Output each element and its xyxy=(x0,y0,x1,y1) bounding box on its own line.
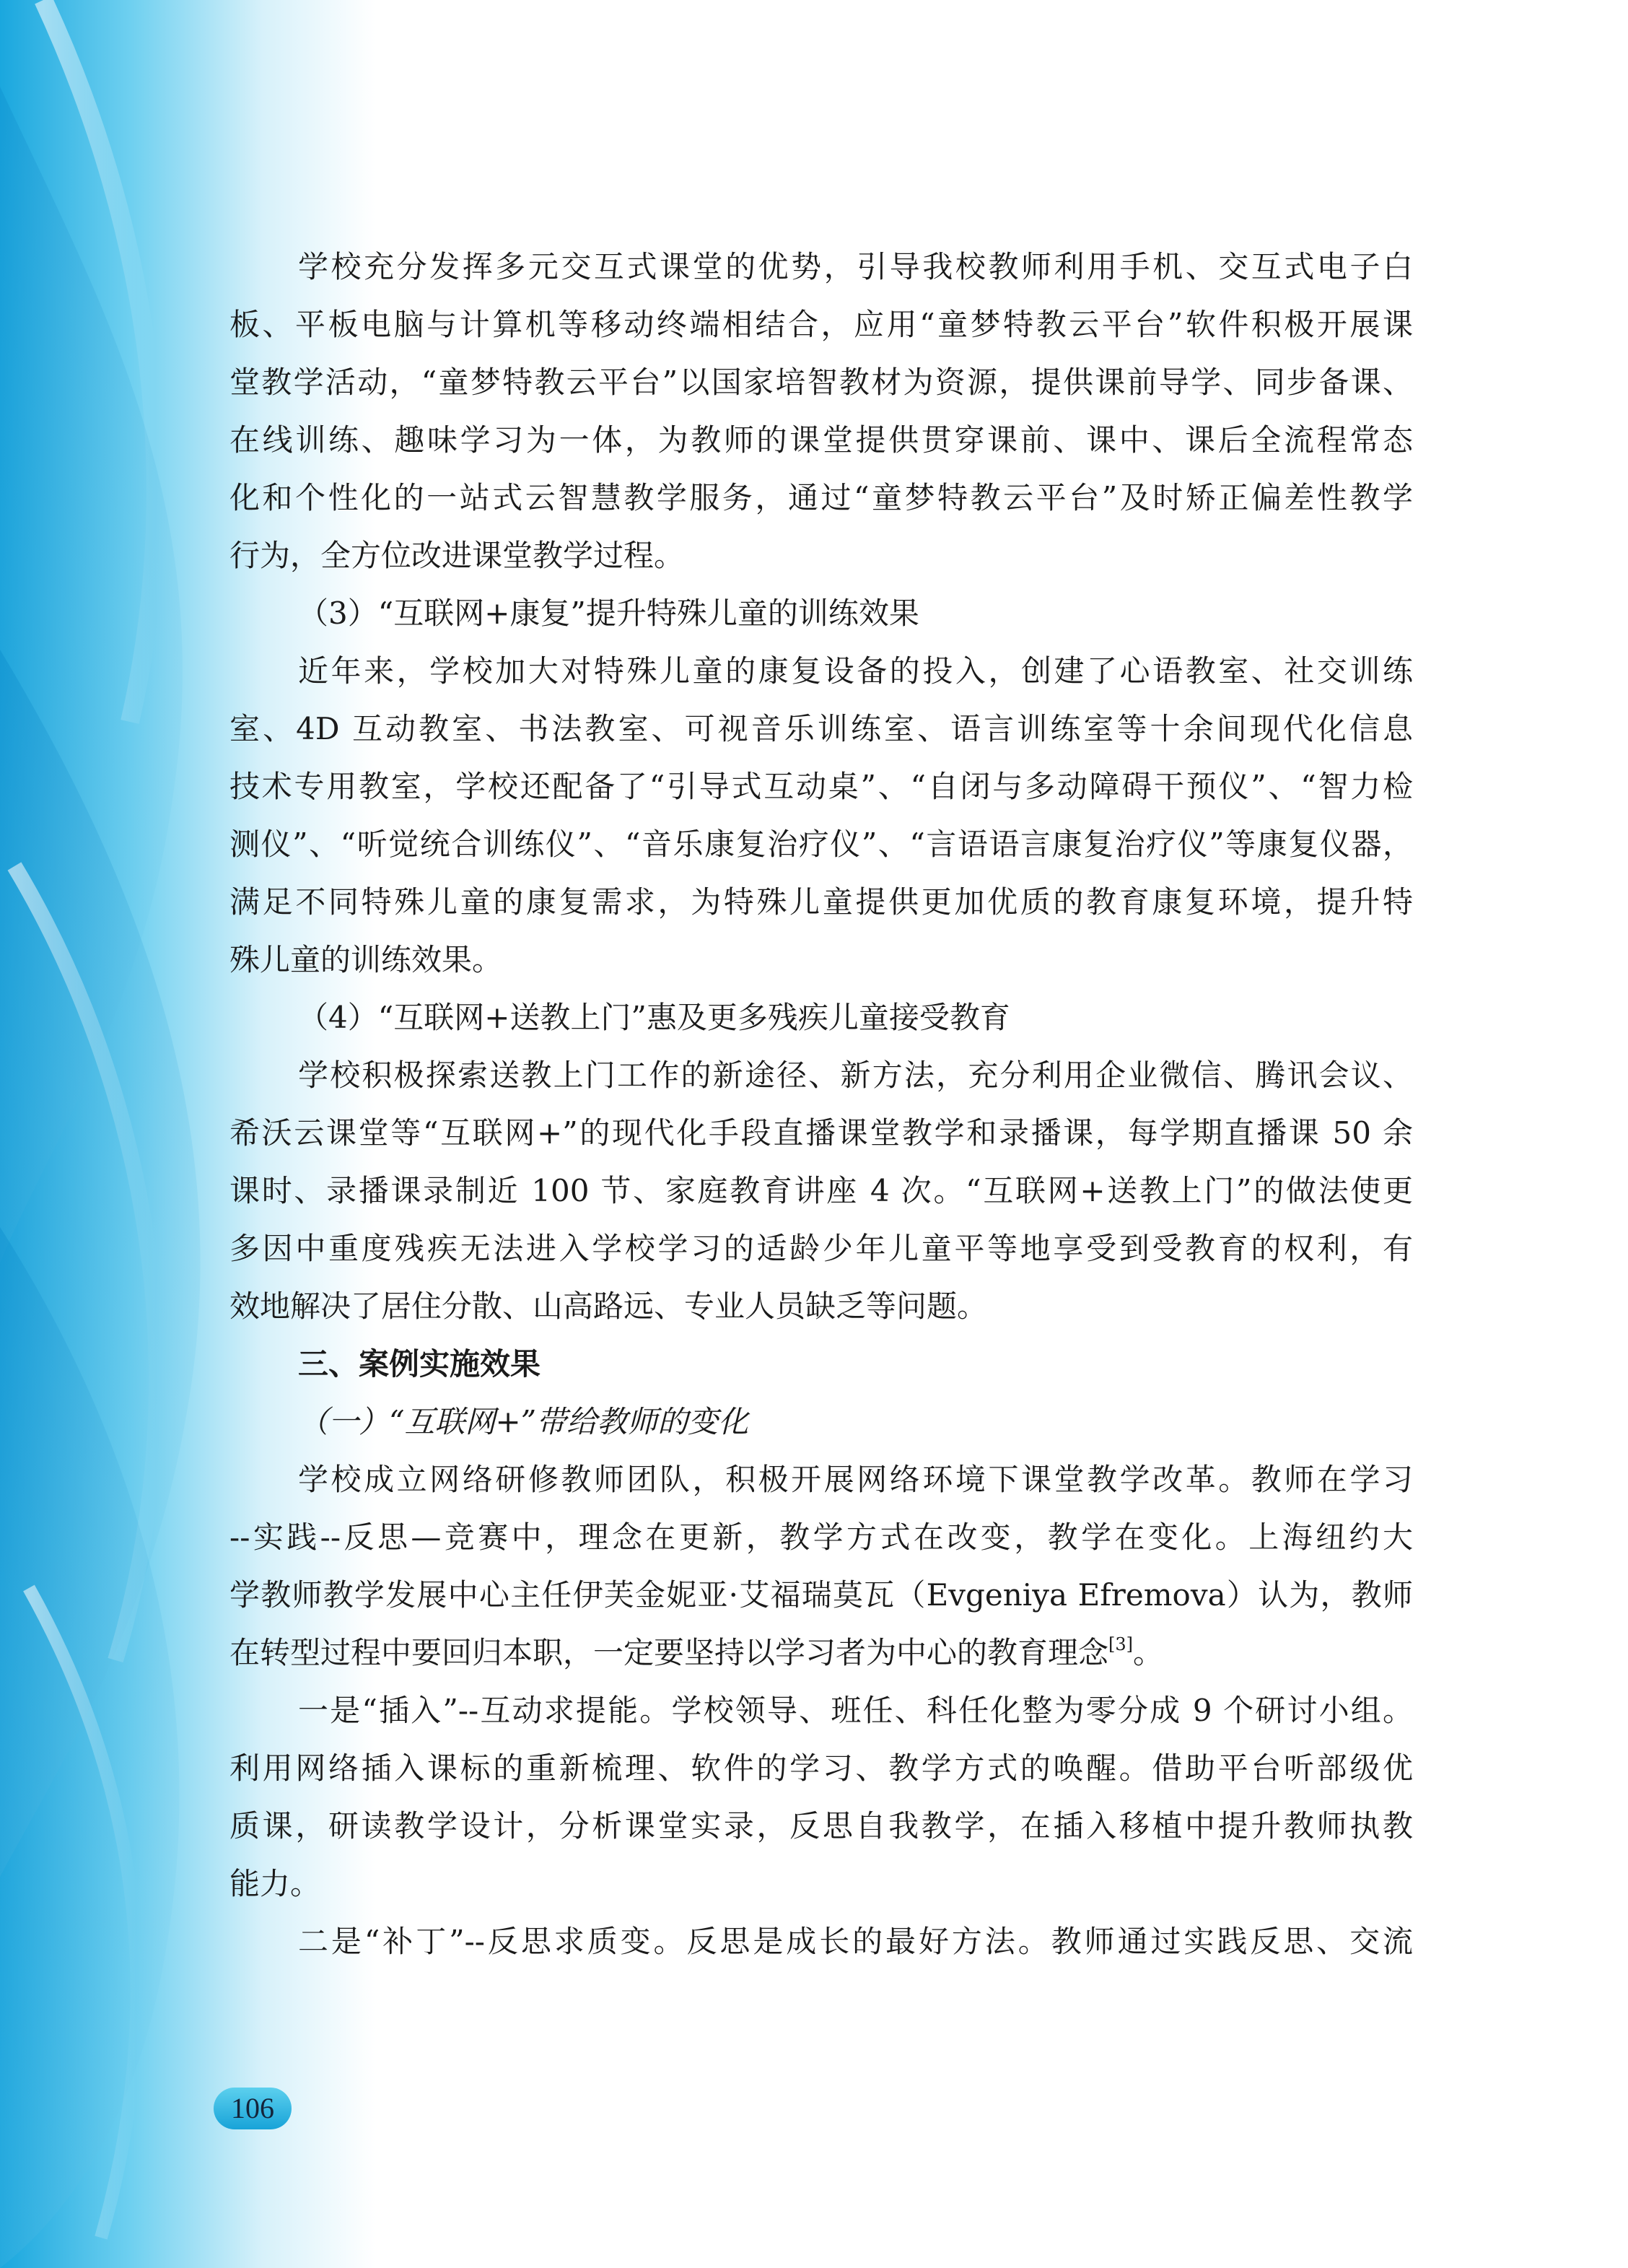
line-text: 学校充分发挥多元交互式课堂的优势，引导我校教师利用手机、交互式电子白 xyxy=(298,249,1413,284)
paragraph-first-line xyxy=(229,238,1413,296)
line-text: 利用网络插入课标的重新梳理、软件的学习、教学方式的唤醒。借助平台听部级优 xyxy=(229,1750,1413,1786)
line-text: 板、平板电脑与计算机等移动终端相结合，应用“童梦特教云平台”软件积极开展课 xyxy=(229,307,1413,342)
line-text: 室、4D 互动教室、书法教室、可视音乐训练室、语言训练室等十余间现代化信息 xyxy=(229,711,1413,746)
paragraph-last-line xyxy=(229,1855,1413,1913)
line-text: 测仪”、“听觉统合训练仪”、“音乐康复治疗仪”、“言语语言康复治疗仪”等康复仪器， xyxy=(229,826,1413,862)
paragraph-first-line xyxy=(229,642,1413,700)
line-text: 三、案例实施效果 xyxy=(298,1346,541,1382)
paragraph-line xyxy=(229,1162,1413,1220)
paragraph-line xyxy=(229,296,1413,354)
paragraph-line xyxy=(229,758,1413,816)
line-text: 殊儿童的训练效果。 xyxy=(229,942,503,977)
paragraph-first-line xyxy=(229,1451,1413,1509)
paragraph-last-line xyxy=(229,1624,1413,1682)
line-text: --实践--反思—竞赛中，理念在更新，教学方式在改变，教学在变化。上海纽约大 xyxy=(229,1519,1413,1555)
paragraph-line xyxy=(229,469,1413,527)
paragraph-line xyxy=(229,1220,1413,1278)
line-text: （4）“互联网+送教上门”惠及更多残疾儿童接受教育 xyxy=(298,1000,1010,1035)
section-heading xyxy=(229,1335,1413,1393)
paragraph-line xyxy=(229,411,1413,469)
line-text: 近年来，学校加大对特殊儿童的康复设备的投入，创建了心语教室、社交训练 xyxy=(298,653,1413,689)
page-number-badge: 106 xyxy=(214,2088,292,2129)
line-text: 技术专用教室，学校还配备了“引导式互动桌”、“自闭与多动障碍干预仪”、“智力检 xyxy=(229,769,1413,804)
paragraph-line xyxy=(229,1509,1413,1566)
line-text: 能力。 xyxy=(229,1866,321,1901)
paragraph-line xyxy=(229,873,1413,931)
line-text: （3）“互联网+康复”提升特殊儿童的训练效果 xyxy=(298,596,919,631)
paragraph-first-line xyxy=(229,1047,1413,1104)
paragraph-line xyxy=(229,816,1413,873)
line-text: 效地解决了居住分散、山高路远、专业人员缺乏等问题。 xyxy=(229,1288,988,1324)
line-text-end: 。 xyxy=(1133,1635,1164,1670)
paragraph-first-line xyxy=(229,1682,1413,1740)
line-text: 一是“插入”--互动求提能。学校领导、班任、科任化整为零分成 9 个研讨小组。 xyxy=(298,1693,1413,1728)
citation-marker: [3] xyxy=(1108,1634,1134,1654)
paragraph-line xyxy=(229,1740,1413,1797)
line-text: （一）“互联网+”带给教师的变化 xyxy=(298,1404,749,1439)
paragraph-line xyxy=(229,1104,1413,1162)
paragraph-first-line xyxy=(229,1913,1413,1971)
line-text: 课时、录播课录制近 100 节、家庭教育讲座 4 次。“互联网+送教上门”的做法使更 xyxy=(229,1173,1413,1208)
line-text: 堂教学活动，“童梦特教云平台”以国家培智教材为资源，提供课前导学、同步备课、 xyxy=(229,365,1413,400)
paragraph-line xyxy=(229,700,1413,758)
subsection-heading xyxy=(229,585,1413,642)
paragraph-last-line xyxy=(229,527,1413,585)
line-text: 二是“补丁”--反思求质变。反思是成长的最好方法。教师通过实践反思、交流 xyxy=(298,1924,1413,1959)
paragraph-last-line xyxy=(229,1278,1413,1335)
paragraph-last-line xyxy=(229,931,1413,989)
line-text: 在线训练、趣味学习为一体，为教师的课堂提供贯穿课前、课中、课后全流程常态 xyxy=(229,422,1413,458)
subsection-heading xyxy=(229,989,1413,1047)
line-text: 在转型过程中要回归本职，一定要坚持以学习者为中心的教育理念 xyxy=(229,1635,1109,1670)
paragraph-line xyxy=(229,354,1413,411)
document-body xyxy=(229,238,1413,1971)
paragraph-line xyxy=(229,1797,1413,1855)
line-text: 希沃云课堂等“互联网+”的现代化手段直播课堂教学和录播课，每学期直播课 50 余 xyxy=(229,1115,1413,1151)
line-text: 多因中重度残疾无法进入学校学习的适龄少年儿童平等地享受到受教育的权利，有 xyxy=(229,1231,1413,1266)
line-text: 学校成立网络研修教师团队，积极开展网络环境下课堂教学改革。教师在学习 xyxy=(298,1462,1413,1497)
line-text: 行为，全方位改进课堂教学过程。 xyxy=(229,538,685,573)
line-text: 质课，研读教学设计，分析课堂实录，反思自我教学，在插入移植中提升教师执教 xyxy=(229,1808,1413,1844)
line-text: 化和个性化的一站式云智慧教学服务，通过“童梦特教云平台”及时矫正偏差性教学 xyxy=(229,480,1413,515)
line-text: 学教师教学发展中心主任伊芙金妮亚·艾福瑞莫瓦（Evgeniya Efremova）认为，教师 xyxy=(229,1577,1413,1613)
line-text: 学校积极探索送教上门工作的新途径、新方法，充分利用企业微信、腾讯会议、 xyxy=(298,1057,1413,1093)
paragraph-line xyxy=(229,1566,1413,1624)
line-text: 满足不同特殊儿童的康复需求，为特殊儿童提供更加优质的教育康复环境，提升特 xyxy=(229,884,1413,920)
subsection-heading xyxy=(229,1393,1413,1451)
